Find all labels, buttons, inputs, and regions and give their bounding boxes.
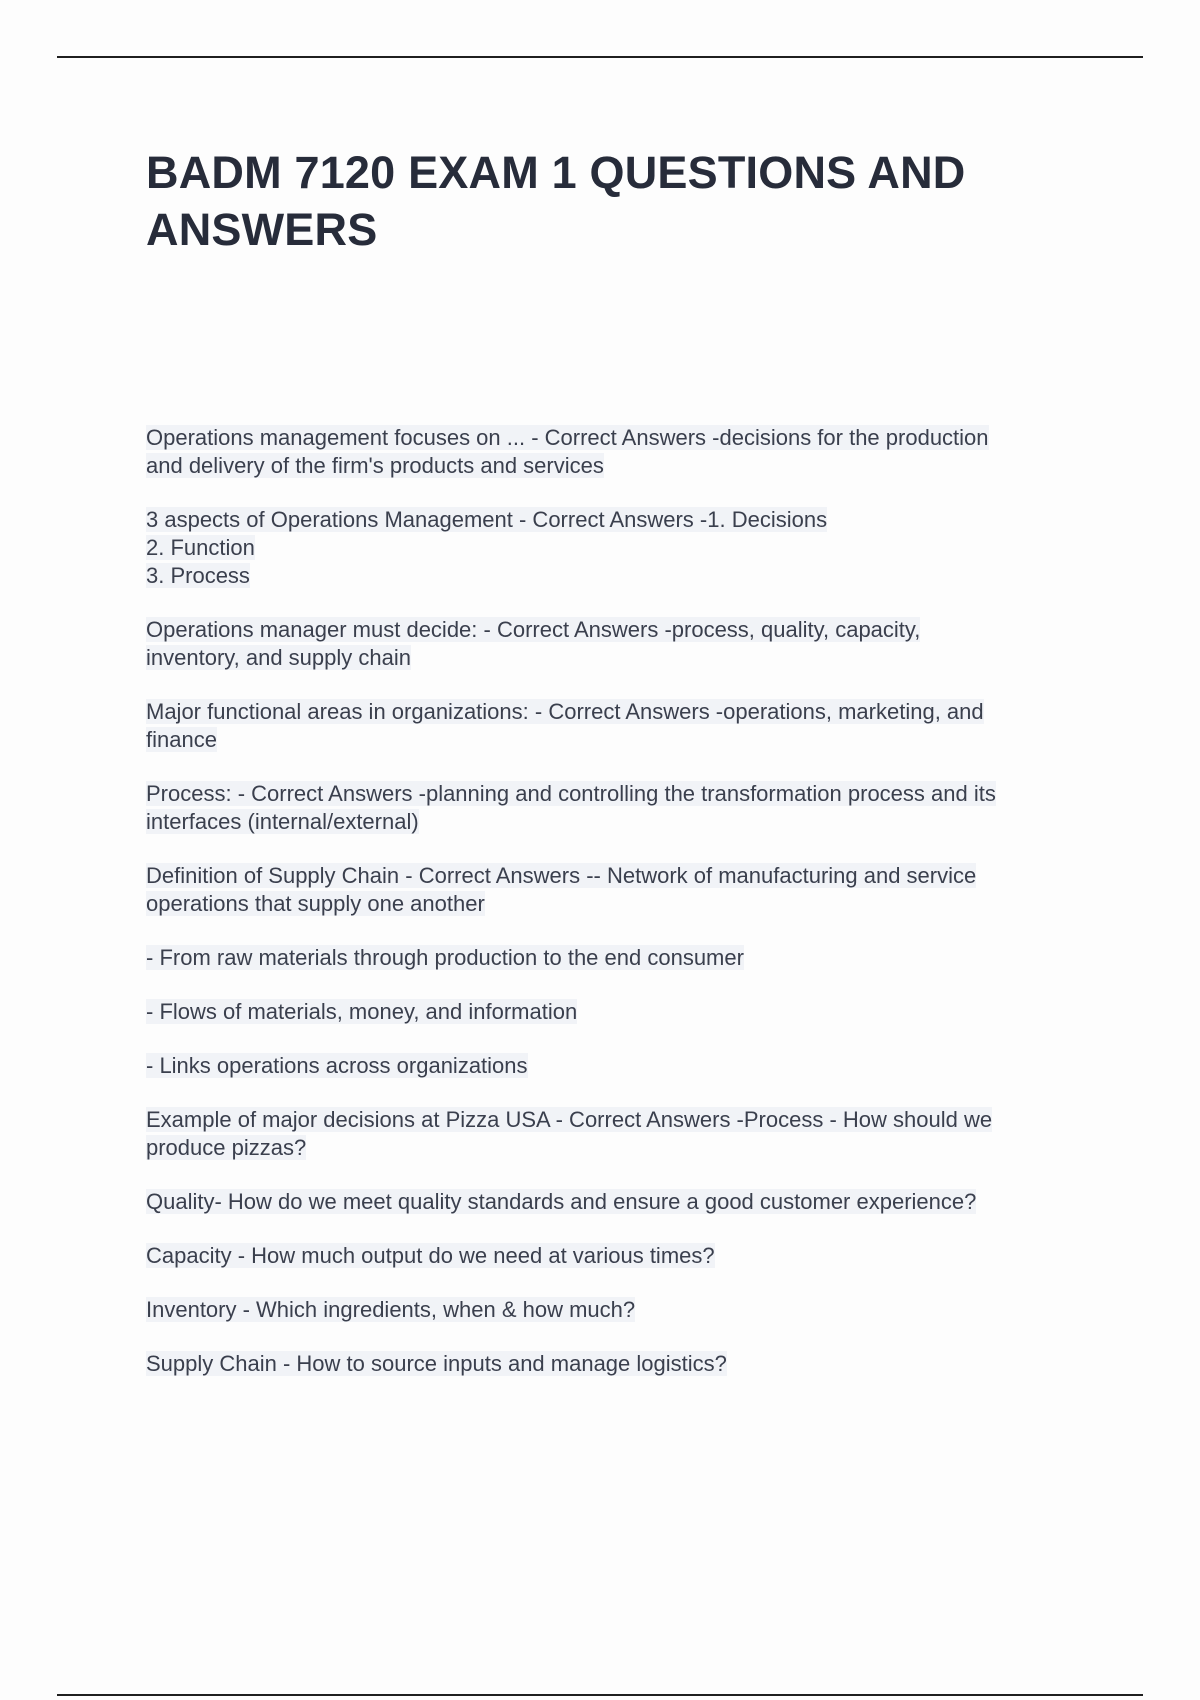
qa-line-text: Operations management focuses on ... - Correct Answers -decisions for the production (146, 425, 989, 450)
qa-line-text: - Flows of materials, money, and information (146, 999, 578, 1024)
qa-content (146, 424, 1091, 1404)
qa-line-text: inventory, and supply chain (146, 645, 411, 670)
qa-line (146, 780, 1091, 808)
qa-line (146, 890, 1091, 918)
qa-entry (146, 1188, 1091, 1216)
qa-line-text: interfaces (internal/external) (146, 809, 419, 834)
bottom-rule (57, 1694, 1143, 1696)
qa-line (146, 534, 1091, 562)
qa-line (146, 616, 1091, 644)
qa-line (146, 862, 1091, 890)
qa-entry (146, 944, 1091, 972)
qa-line (146, 1134, 1091, 1162)
qa-line (146, 726, 1091, 754)
qa-line (146, 1350, 1091, 1378)
qa-line (146, 506, 1091, 534)
qa-line-text: and delivery of the firm's products and services (146, 453, 604, 478)
qa-line-text: Example of major decisions at Pizza USA - Correct Answers -Process - How should we (146, 1107, 993, 1132)
qa-line-text: Process: - Correct Answers -planning and controlling the transformation process and its (146, 781, 996, 806)
qa-entry (146, 1350, 1091, 1378)
qa-entry (146, 1296, 1091, 1324)
qa-line-text: Inventory - Which ingredients, when & how much? (146, 1297, 636, 1322)
qa-line (146, 998, 1091, 1026)
qa-line (146, 424, 1091, 452)
qa-line-text: Major functional areas in organizations: - Correct Answers -operations, marketing, and (146, 699, 984, 724)
qa-entry (146, 1242, 1091, 1270)
qa-line (146, 1296, 1091, 1324)
qa-entry (146, 998, 1091, 1026)
qa-line (146, 644, 1091, 672)
qa-line-text: Quality- How do we meet quality standards and ensure a good customer experience? (146, 1189, 977, 1214)
qa-line (146, 808, 1091, 836)
qa-line-text: Operations manager must decide: - Correct Answers -process, quality, capacity, (146, 617, 921, 642)
qa-entry (146, 424, 1091, 480)
qa-line-text: 3 aspects of Operations Management - Correct Answers -1. Decisions (146, 507, 828, 532)
qa-line (146, 1106, 1091, 1134)
qa-line (146, 1242, 1091, 1270)
qa-line (146, 452, 1091, 480)
qa-line-text: Capacity - How much output do we need at various times? (146, 1243, 715, 1268)
qa-entry (146, 862, 1091, 918)
qa-entry (146, 1106, 1091, 1162)
qa-line-text: operations that supply one another (146, 891, 485, 916)
qa-line (146, 1052, 1091, 1080)
page-title: BADM 7120 EXAM 1 QUESTIONS AND ANSWERS (146, 147, 966, 255)
qa-entry (146, 780, 1091, 836)
qa-line-text: finance (146, 727, 217, 752)
qa-entry (146, 616, 1091, 672)
qa-line (146, 562, 1091, 590)
qa-entry (146, 1052, 1091, 1080)
qa-entry (146, 698, 1091, 754)
qa-line (146, 1188, 1091, 1216)
qa-line-text: 3. Process (146, 563, 250, 588)
qa-line-text: - Links operations across organizations (146, 1053, 528, 1078)
top-rule (57, 56, 1143, 58)
qa-line-text: - From raw materials through production to the end consumer (146, 945, 744, 970)
qa-line-text: 2. Function (146, 535, 255, 560)
qa-line (146, 944, 1091, 972)
qa-line-text: Supply Chain - How to source inputs and manage logistics? (146, 1351, 727, 1376)
qa-entry (146, 506, 1091, 590)
qa-line (146, 698, 1091, 726)
qa-line-text: produce pizzas? (146, 1135, 307, 1160)
qa-line-text: Definition of Supply Chain - Correct Answers -- Network of manufacturing and service (146, 863, 977, 888)
